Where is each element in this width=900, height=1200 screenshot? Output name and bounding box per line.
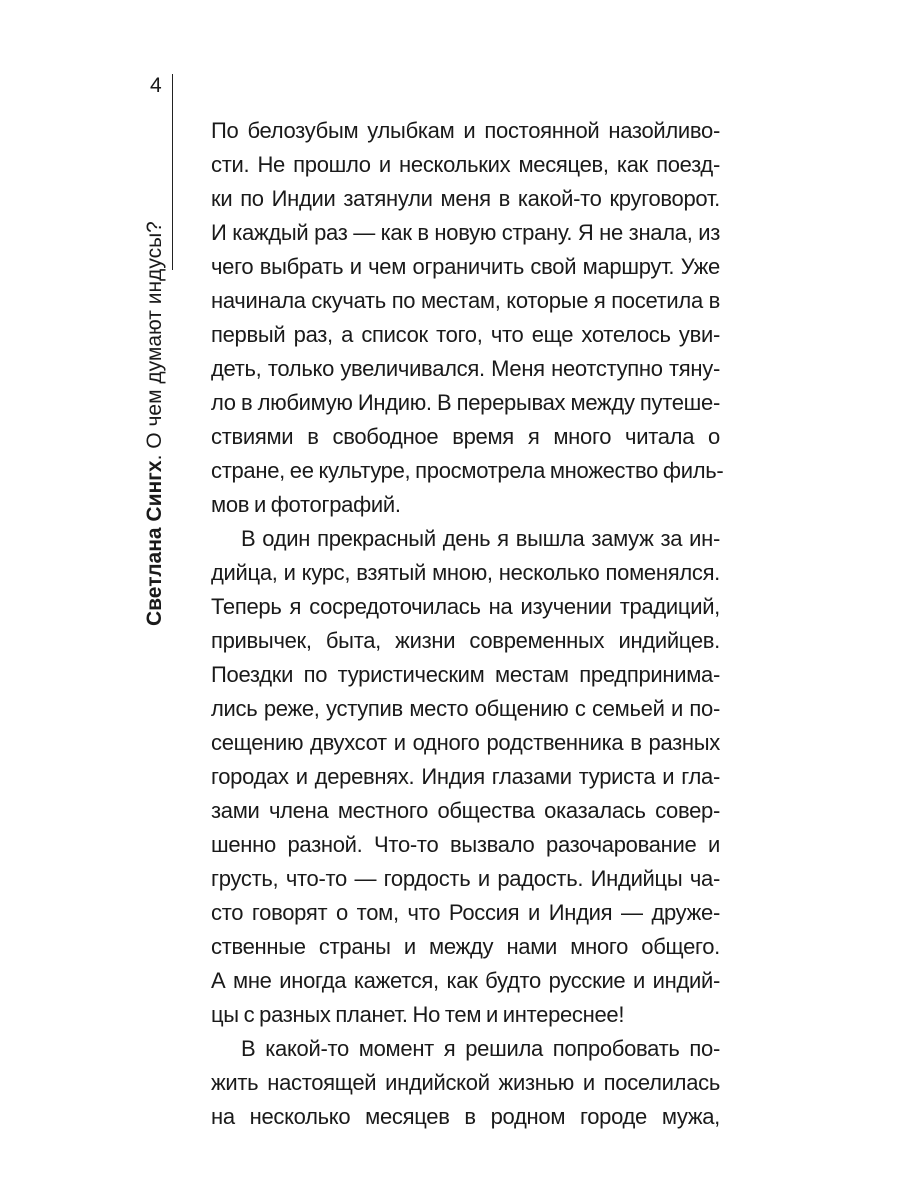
text-line: И каждый раз — как в новую страну. Я не знала, из (211, 220, 720, 245)
text-line: цы с разных планет. Но тем и интереснее! (211, 1002, 625, 1027)
text-line: деть, только увеличивался. Меня неотступно тяну- (211, 356, 720, 381)
text-line: начинала скучать по местам, которые я посетила в (211, 288, 720, 313)
text-line: А мне иногда кажется, как будто русские и индий- (211, 968, 720, 993)
text-line: ственные страны и между нами много общего. (211, 934, 720, 959)
paragraph (211, 522, 720, 1032)
paragraph (211, 114, 724, 522)
text-line: сто говорят о том, что Россия и Индия — друже- (211, 900, 720, 925)
paragraph (211, 1032, 720, 1134)
text-line: ло в любимую Индию. В перерывах между путеше- (211, 390, 720, 415)
text-line: чего выбрать и чем ограничить свой маршрут. Уже (211, 254, 720, 279)
margin-rule (172, 74, 173, 270)
body-text (211, 114, 724, 1134)
text-line: По белозубым улыбкам и постоянной назойливо- (211, 118, 720, 143)
text-line: мов и фотографий. (211, 492, 401, 517)
running-head-title: О чем думают индусы? (143, 221, 166, 449)
running-head-separator: . (143, 448, 166, 461)
text-line: сти. Не прошло и нескольких месяцев, как поезд- (211, 152, 720, 177)
text-line: В один прекрасный день я вышла замуж за ин- (241, 526, 720, 551)
text-line: стране, ее культуре, просмотрела множество филь- (211, 458, 724, 483)
text-line: зами члена местного общества оказалась совер- (211, 798, 720, 823)
text-line: грусть, что-то — гордость и радость. Индийцы ча- (211, 866, 720, 891)
text-line: лись реже, уступив место общению с семьей и по- (211, 696, 720, 721)
text-line: ки по Индии затянули меня в какой-то круговорот. (211, 186, 720, 211)
page-number: 4 (150, 74, 162, 97)
text-line: Теперь я сосредоточилась на изучении традиций, (211, 594, 720, 619)
text-line: дийца, и курс, взятый мною, несколько поменялся. (211, 560, 720, 585)
running-head-author: Светлана Сингх (143, 460, 166, 626)
text-line: городах и деревнях. Индия глазами туриста и гла- (211, 764, 720, 789)
text-line: ствиями в свободное время я много читала о (211, 424, 720, 449)
text-line: сещению двухсот и одного родственника в разных (211, 730, 720, 755)
text-line: привычек, быта, жизни современных индийцев. (211, 628, 720, 653)
running-head (142, 221, 168, 626)
text-line: первый раз, а список того, что еще хотелось уви- (211, 322, 720, 347)
text-line: В какой-то момент я решила попробовать по- (241, 1036, 720, 1061)
text-line: на несколько месяцев в родном городе мужа, (211, 1104, 720, 1129)
text-line: шенно разной. Что-то вызвало разочарование и (211, 832, 720, 857)
text-line: жить настоящей индийской жизнью и поселилась (211, 1070, 720, 1095)
text-line: Поездки по туристическим местам предпринима- (211, 662, 720, 687)
